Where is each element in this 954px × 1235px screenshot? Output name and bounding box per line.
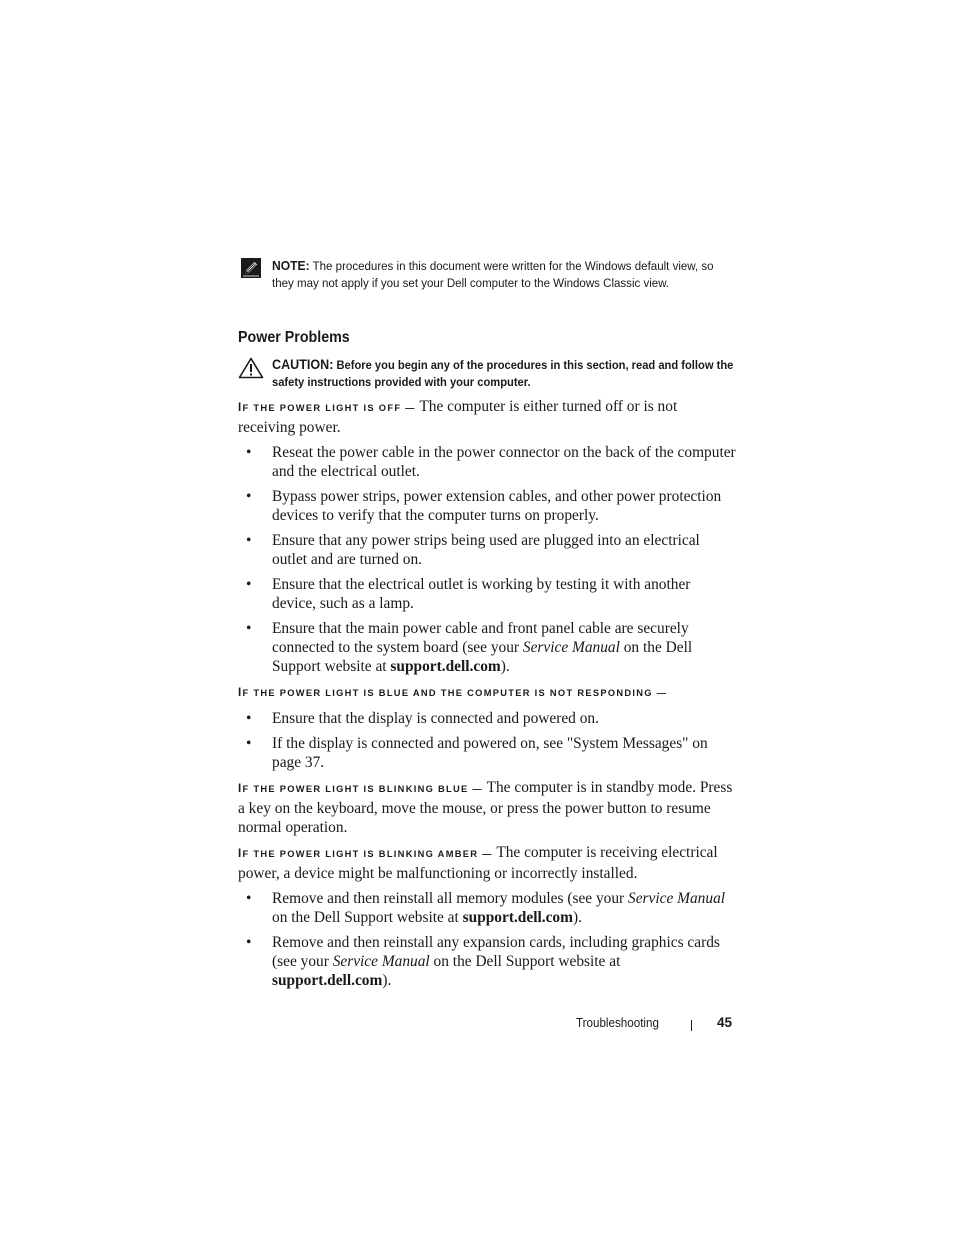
list-item: • Ensure that the main power cable and front panel cable are securely connected to the system board (see your Service Manual on the Dell Support website at support.dell.com). bbox=[238, 619, 738, 676]
manual-page bbox=[238, 0, 738, 1235]
manual-title: Service Manual bbox=[628, 890, 726, 907]
footer-section-title: Troubleshooting bbox=[576, 1016, 659, 1030]
list-item: • Ensure that the display is connected and powered on. bbox=[238, 709, 738, 728]
power-blinking-blue-lead: IF THE POWER LIGHT IS BLINKING BLUE — bbox=[238, 782, 484, 795]
power-blue-steps bbox=[238, 709, 738, 772]
support-url: support.dell.com bbox=[272, 972, 383, 989]
support-url: support.dell.com bbox=[390, 658, 501, 675]
power-blinking-blue-text: The computer is in standby mode. Press a key on the keyboard, move the mouse, or press the power button to resume normal operation. bbox=[238, 779, 733, 836]
manual-title: Service Manual bbox=[332, 953, 430, 970]
note-pencil-icon bbox=[240, 257, 262, 279]
power-off-paragraph bbox=[238, 397, 738, 437]
list-item: • Reseat the power cable in the power connector on the back of the computer and the electrical outlet. bbox=[238, 443, 738, 481]
power-blinking-amber-paragraph bbox=[238, 843, 738, 883]
list-item: • Remove and then reinstall any expansion cards, including graphics cards (see your Service Manual on the Dell Support website at support.dell.com). bbox=[238, 933, 738, 990]
section-title: Power Problems bbox=[238, 329, 350, 346]
caution-block bbox=[238, 356, 738, 391]
power-blue-paragraph bbox=[238, 682, 738, 703]
power-blinking-amber-text: The computer is receiving electrical power, a device might be malfunctioning or incorrectly installed. bbox=[238, 844, 718, 882]
power-blue-lead: IF THE POWER LIGHT IS BLUE AND THE COMPUTER IS NOT RESPONDING — bbox=[238, 686, 668, 699]
caution-triangle-icon bbox=[238, 357, 264, 379]
caution-body: Before you begin any of the procedures in this section, read and follow the safety instructions provided with your computer. bbox=[272, 358, 734, 389]
note-text bbox=[272, 257, 723, 292]
note-block bbox=[238, 257, 738, 292]
support-url: support.dell.com bbox=[462, 909, 573, 926]
manual-title: Service Manual bbox=[522, 639, 620, 656]
body-content bbox=[238, 397, 738, 996]
list-item: • Remove and then reinstall all memory modules (see your Service Manual on the Dell Support website at support.dell.com). bbox=[238, 889, 738, 927]
page-number: 45 bbox=[716, 1015, 732, 1030]
power-off-text: The computer is either turned off or is not receiving power. bbox=[238, 398, 678, 436]
list-item: • Ensure that any power strips being used are plugged into an electrical outlet and are turned on. bbox=[238, 531, 738, 569]
power-blinking-amber-steps bbox=[238, 889, 738, 990]
caution-label: CAUTION: bbox=[272, 357, 334, 372]
list-item: • Bypass power strips, power extension cables, and other power protection devices to verify that the computer turns on properly. bbox=[238, 487, 738, 525]
note-label: NOTE: bbox=[272, 258, 310, 273]
caution-text bbox=[272, 356, 737, 391]
power-blinking-amber-lead: IF THE POWER LIGHT IS BLINKING AMBER — bbox=[238, 847, 493, 860]
page-footer bbox=[576, 1014, 736, 1034]
list-item: • Ensure that the electrical outlet is working by testing it with another device, such as a lamp. bbox=[238, 575, 738, 613]
list-item: • If the display is connected and powered on, see "System Messages" on page 37. bbox=[238, 734, 738, 772]
power-off-steps bbox=[238, 443, 738, 676]
power-off-lead: IF THE POWER LIGHT IS OFF — bbox=[238, 401, 416, 414]
power-blinking-blue-paragraph bbox=[238, 778, 738, 837]
footer-divider bbox=[691, 1020, 692, 1031]
note-body: The procedures in this document were written for the Windows default view, so they may not apply if you set your Dell computer to the Windows Classic view. bbox=[272, 259, 714, 290]
